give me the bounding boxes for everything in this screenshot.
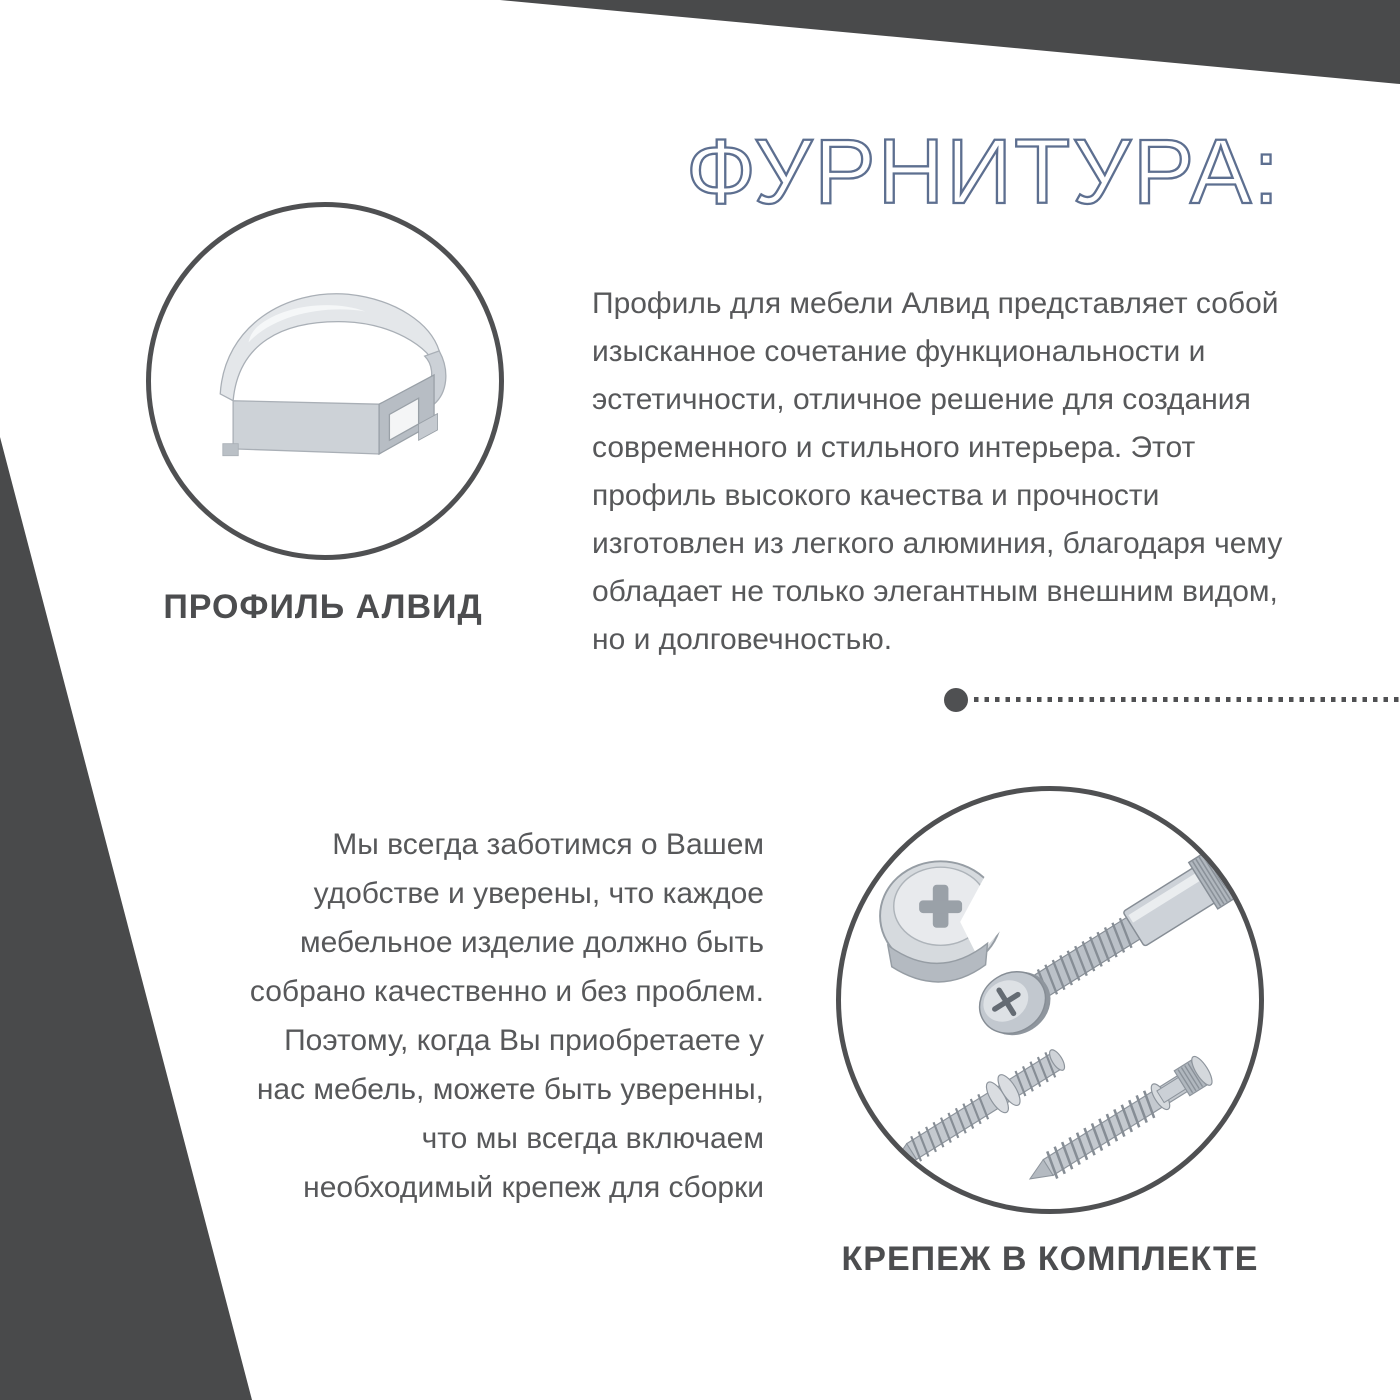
page-title: ФУРНИТУРА: [686, 121, 1281, 223]
text-line: изготовлен из легкого алюминия, благодаря чему [592, 527, 1283, 560]
text-line: эстетичности, отличное решение для создания [592, 383, 1251, 416]
profile-description [592, 280, 1382, 664]
profile-photo-circle [146, 202, 504, 560]
divider-dot [944, 688, 968, 712]
text-line: нас мебель, можете быть уверенны, [256, 1073, 764, 1106]
fasteners-photo-circle [836, 786, 1264, 1214]
text-line: Профиль для мебели Алвид представляет собой [592, 287, 1279, 320]
fasteners-caption: КРЕПЕЖ В КОМПЛЕКТЕ [841, 1240, 1259, 1278]
text-line: современного и стильного интерьера. Этот [592, 431, 1196, 464]
profile-caption: ПРОФИЛЬ АЛВИД [163, 588, 483, 626]
fasteners-icon [841, 791, 1259, 1209]
assembly-text [128, 820, 764, 1212]
text-line: профиль высокого качества и прочности [592, 479, 1160, 512]
connecting-bolt-icon [968, 843, 1246, 1049]
text-line: Мы всегда заботимся о Вашем [332, 828, 764, 861]
text-line: мебельное изделие должно быть [299, 926, 764, 959]
cam-lock-icon [880, 861, 1015, 982]
text-line: но и долговечностью. [592, 623, 893, 656]
text-line: необходимый крепеж для сборки [303, 1171, 764, 1204]
text-line: Поэтому, когда Вы приобретаете у [284, 1024, 764, 1057]
text-line: удобстве и уверены, что каждое [313, 877, 764, 910]
text-line: собрано качественно и без проблем. [249, 975, 764, 1008]
text-line: обладает не только элегантным внешним видом, [592, 575, 1278, 608]
euro-screw-icon [884, 1043, 1071, 1178]
text-line: что мы всегда включаем [421, 1122, 764, 1155]
text-line: изысканное сочетание функциональности и [592, 335, 1206, 368]
aluminum-profile-icon [173, 229, 477, 533]
dotted-divider [974, 697, 1400, 702]
